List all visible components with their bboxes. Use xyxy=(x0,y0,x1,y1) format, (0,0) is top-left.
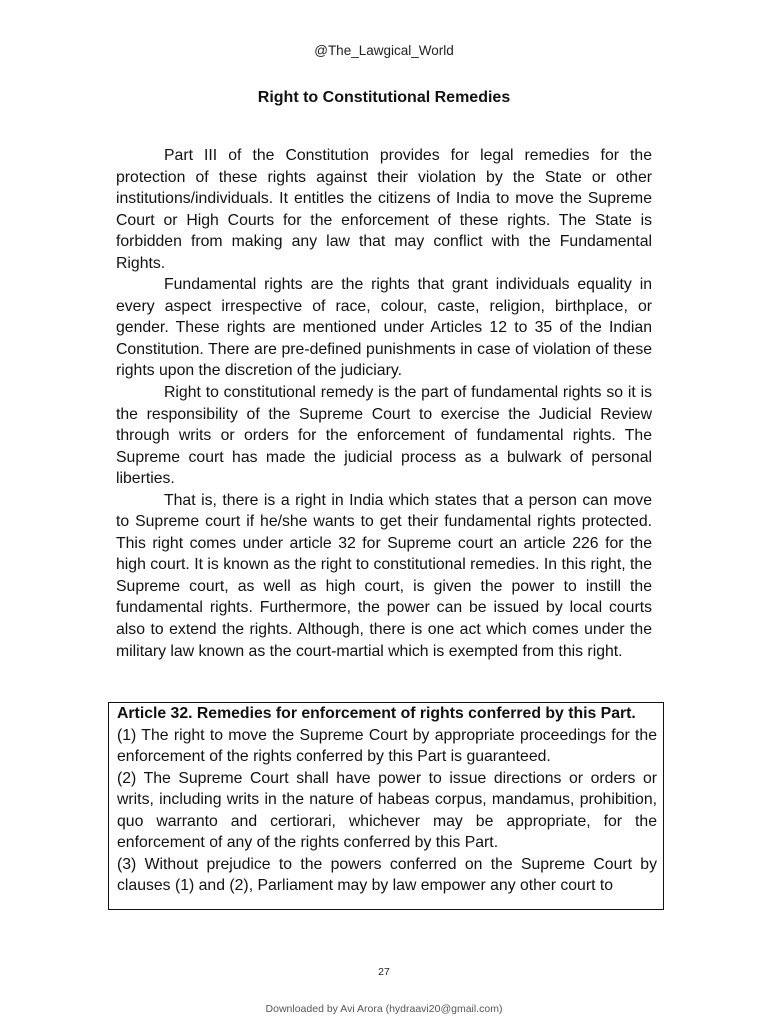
paragraph-part-three: Part III of the Constitution provides for legal remedies for the protection of these rights against their violation by the State or other institutions/individuals. It entitles the citizens of India to move the Supreme Court or High Courts for the enforcement of these rights. The State is forbidden from making any law that may conflict with the Fundamental Rights. xyxy=(116,147,652,272)
paragraph-article-32-226: That is, there is a right in India which states that a person can move to Supreme court if he/she wants to get their fundamental rights protected. This right comes under article 32 for Supreme court an article 226 for the high court. It is known as the right to constitutional remedies. In this right, the Supreme court, as well as high court, is given the power to instill the fundamental rights. Furthermore, the power can be issued by local courts also to extend the rights. Although, there is one act which comes under the military law known as the court-martial which is exempted from this right. xyxy=(116,491,652,660)
article-32-box xyxy=(108,702,664,910)
document-body xyxy=(116,145,652,662)
article-clause: (2) The Supreme Court shall have power to issue directions or orders or writs, including writs in the nature of habeas corpus, mandamus, prohibition, quo warranto and certiorari, whichever may be appropriate, for the enforcement of any of the rights conferred by this Part. xyxy=(117,769,657,852)
paragraph-fundamental-rights: Fundamental rights are the rights that grant individuals equality in every aspect irrespective of race, colour, caste, religion, birthplace, or gender. These rights are mentioned under Articles 12 to 35 of the Indian Constitution. There are pre-defined punishments in case of violation of these rights upon the discretion of the judiciary. xyxy=(116,276,652,380)
article-clause: (3) Without prejudice to the powers conferred on the Supreme Court by clauses (1) and (2), Parliament may by law empower any other court to xyxy=(117,855,657,895)
page-number: 27 xyxy=(378,966,390,978)
article-heading: Article 32. Remedies for enforcement of rights conferred by this Part. xyxy=(117,705,636,722)
header-handle: @The_Lawgical_World xyxy=(314,43,454,58)
page-title: Right to Constitutional Remedies xyxy=(257,89,511,106)
download-footer: Downloaded by Avi Arora (hydraavi20@gmail.com) xyxy=(265,1003,503,1015)
article-clause: (1) The right to move the Supreme Court by appropriate proceedings for the enforcement of the rights conferred by this Part is guaranteed. xyxy=(117,726,657,766)
paragraph-constitutional-remedy: Right to constitutional remedy is the part of fundamental rights so it is the responsibility of the Supreme Court to exercise the Judicial Review through writs or orders for the enforcement of fundamental rights. The Supreme court has made the judicial process as a bulwark of personal liberties. xyxy=(116,384,652,488)
